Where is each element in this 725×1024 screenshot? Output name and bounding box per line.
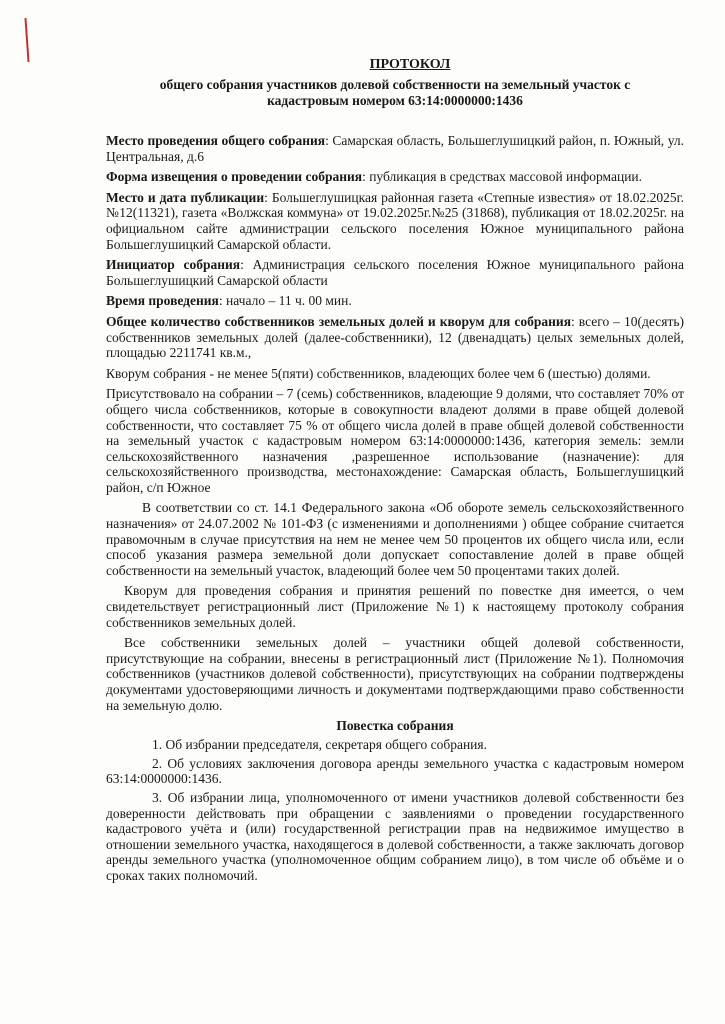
meeting-time (106, 293, 684, 309)
publication-label: Место и дата публикации (106, 189, 265, 205)
publication-text: : Большеглушицкая районная газета «Степные известия» от 18.02.2025г. №12(11321), газета «Волжская коммуна» от 19.02.2025г.№25 (31868), публикация от 18.02.2025г. на официальном сайте администрации сельского поселения Южное муниципального района Большеглушицкий Самарской области. (106, 189, 684, 252)
owners-authority-paragraph: Все собственники земельных долей – участники общей долевой собственности, присутствующие на собрании, внесены в регистрационный лист (Приложение №1). Полномочия собственников (участников долевой собственности), присутствующих на собрании подтверждены документами удостоверяющими личность и документами подтверждающими право собственности на земельную долю. (106, 635, 684, 713)
initiator (106, 257, 684, 288)
meeting-place-label: Место проведения общего собрания (106, 133, 326, 148)
meeting-time-text: : начало – 11 ч. 00 мин. (218, 293, 352, 309)
notice-form-label: Форма извещения о проведении собрания (106, 169, 363, 185)
owners-total (106, 314, 684, 361)
quorum-paragraph: Кворум собрания - не менее 5(пяти) собственников, владеющих более чем 6 (шестью) долями. (106, 365, 651, 381)
document-subtitle (106, 77, 684, 109)
attendance-paragraph: Присутствовало на собрании – 7 (семь) собственников, владеющие 9 долями, что составляет 70% от общего числа собственников, которые в совокупности владеют долями в праве общей долевой собственности, что составляет 75 % от общего числа долей в праве общей долевой собственности на земельный участок с кадастровым номером 63:14:0000000:1436, категория земель: земли сельскохозяйственного назначения ,разрешенное использование (назначение): для сельскохозяйственного производства, местонахождение: Самарская область, Большеглушицкий район, с/п Южное (106, 386, 684, 495)
agenda-title: Повестка собрания (336, 718, 454, 734)
law-paragraph: В соответствии со ст. 14.1 Федерального закона «Об обороте земель сельскохозяйственного назначения» от 24.07.2002 № 101-ФЗ (с изменениями и дополнениями ) общее собрание считается правомочным в случае присутствия на нем не менее чем 50 процентов их общего числа или, если способ указания размера земельной доли допускает сопоставление долей в праве общей собственности на земельный участок, владеющий более чем 50 процентами таких долей. (106, 500, 684, 578)
agenda-item: 1. Об избрании председателя, секретаря общего собрания. (152, 737, 487, 753)
agenda-item: 2. Об условиях заключения договора аренды земельного участка с кадастровым номером 63:14:0000000:1436. (106, 755, 684, 787)
initiator-text: : Администрация сельского поселения Южное муниципального района Большеглушицкий Самарской области (106, 257, 684, 288)
registration-paragraph: Кворум для проведения собрания и принятия решений по повестке дня имеется, о чем свидетельствует регистрационный лист (Приложение №1) к настоящему протоколу собрания собственников земельных долей. (106, 583, 684, 630)
document-title: ПРОТОКОЛ (369, 57, 451, 72)
owners-total-text: : всего – 10(десять) собственников земельных долей (далее-собственники), 12 (двенадцать) целых земельных долей, площадью 2211741 кв.м., (106, 313, 684, 361)
meeting-place (106, 133, 684, 164)
subtitle-line-1: общего собрания участников долевой собственности на земельный участок с (159, 77, 631, 92)
meeting-place-text: : Самарская область, Большеглушицкий район, п. Южный, ул. Центральная, д.6 (106, 133, 684, 164)
agenda-item: 3. Об избрании лица, уполномоченного от имени участников долевой собственности без доверенности действовать при обращении с заявлениями о проведении государственного кадастрового учёта и (или) государственной регистрации прав на недвижимое имущество в отношении земельного участка, находящегося в долевой собственности, а также заключать договор аренды земельного участка (уполномоченное общим собранием лицо), в том числе об объёме и о сроках таких полномочий. (106, 789, 684, 883)
subtitle-line-2: кадастровым номером 63:14:0000000:1436 (267, 93, 523, 108)
notice-form (106, 169, 684, 185)
protocol-document (106, 57, 684, 887)
publication-info (106, 190, 684, 252)
margin-pen-mark (24, 18, 29, 62)
initiator-label: Инициатор собрания (106, 257, 241, 273)
meeting-time-label: Время проведения (106, 293, 219, 309)
notice-form-text: : публикация в средствах массовой информации. (362, 169, 643, 185)
owners-total-label: Общее количество собственников земельных долей и кворум для собрания (106, 313, 571, 329)
